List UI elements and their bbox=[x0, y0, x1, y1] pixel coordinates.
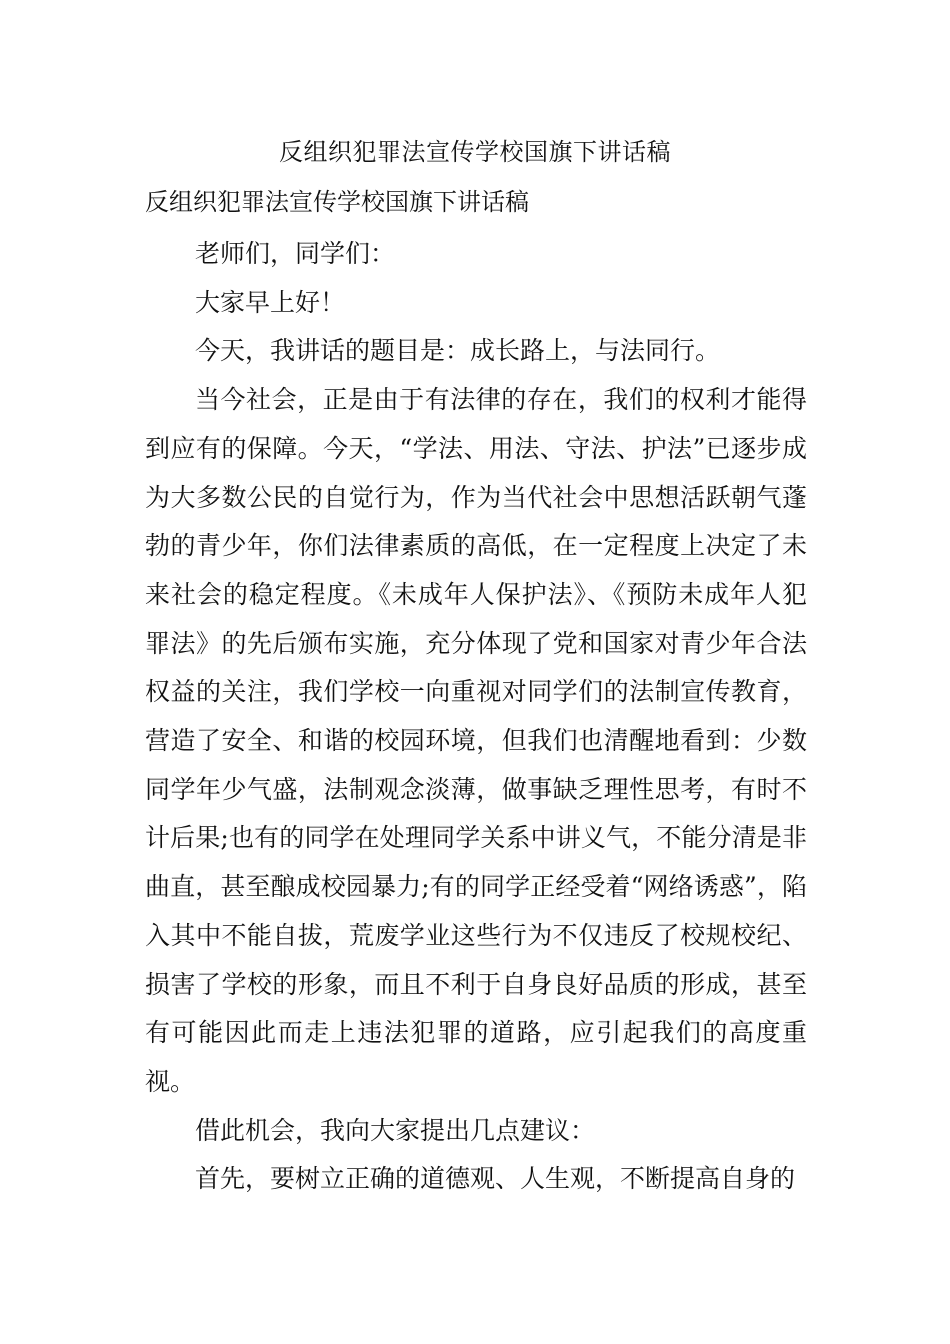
paragraph-suggestions: 借此机会，我向大家提出几点建议： bbox=[195, 1115, 596, 1145]
paragraph-greeting: 老师们，同学们： bbox=[195, 239, 396, 268]
paragraph-morning: 大家早上好！ bbox=[195, 287, 346, 317]
document-title: 反组织犯罪法宣传学校国旗下讲话稿 bbox=[279, 138, 671, 166]
document-subtitle: 反组织犯罪法宣传学校国旗下讲话稿 bbox=[145, 188, 529, 216]
document-body bbox=[145, 230, 807, 1204]
paragraph-first: 首先，要树立正确的道德观、人生观，不断提高自身的 bbox=[195, 1164, 796, 1194]
paragraph-main: 当今社会，正是由于有法律的存在，我们的权利才能得到应有的保障。今天，“学法、用法、守法、护法”已逐步成为大多数公民的自觉行为，作为当代社会中思想活跃朝气蓬勃的青少年，你们法律素质的高低，在一定程度上决定了未来社会的稳定程度。《未成年人保护法》、《预防未成年人犯罪法》的先后颁布实施，充分体现了党和国家对青少年合法权益的关注，我们学校一向重视对同学们的法制宣传教育，营造了安全、和谐的校园环境，但我们也清醒地看到：少数同学年少气盛，法制观念淡薄，做事缺乏理性思考，有时不计后果;也有的同学在处理同学关系中讲义气，不能分清是非曲直，甚至酿成校园暴力;有的同学正经受着“网络诱惑”，陷入其中不能自拔，荒废学业这些行为不仅违反了校规校纪、损害了学校的形象，而且不利于自身良好品质的形成，甚至有可能因此而走上违法犯罪的道路，应引起我们的高度重视。 bbox=[145, 385, 807, 1096]
paragraph-topic: 今天，我讲话的题目是：成长路上，与法同行。 bbox=[195, 336, 721, 366]
